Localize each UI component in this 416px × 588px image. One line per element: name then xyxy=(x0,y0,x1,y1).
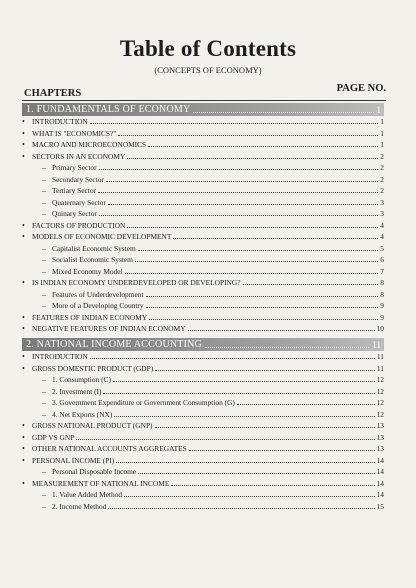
toc-entry[interactable] xyxy=(42,396,384,407)
dot-leader xyxy=(108,508,374,509)
bullet-icon: • xyxy=(22,140,25,149)
dash-icon: – xyxy=(42,255,46,264)
toc-entry-page-number: 3 xyxy=(380,197,384,207)
bullet-icon: • xyxy=(22,232,25,241)
toc-entry[interactable] xyxy=(22,362,384,373)
toc-entry-label: GDP VS GNP xyxy=(32,432,75,442)
toc-entry-page-number: 14 xyxy=(376,455,384,465)
toc-entry-page-number: 14 xyxy=(376,467,384,476)
dot-leader xyxy=(124,496,375,497)
toc-entry-page-number: 8 xyxy=(380,289,384,299)
toc-entry[interactable] xyxy=(42,465,384,476)
section-title: 2. NATIONAL INCOME ACCOUNTING xyxy=(26,339,202,350)
section-page-number: 11 xyxy=(372,339,381,350)
page-title: Table of Contents xyxy=(119,36,297,61)
dot-leader xyxy=(90,358,375,359)
dash-icon: – xyxy=(42,209,46,218)
toc-entry[interactable] xyxy=(22,276,384,287)
toc-entry[interactable] xyxy=(42,196,384,207)
toc-entry-page-number: 12 xyxy=(376,386,384,396)
section-title: 1. FUNDAMENTALS OF ECONOMY xyxy=(26,104,191,115)
toc-entry-page-number: 1 xyxy=(380,140,384,149)
toc-entry-label: Personal Disposable Income xyxy=(52,467,137,476)
toc-entry-label: More of a Developing Country xyxy=(52,301,144,310)
dot-leader xyxy=(146,296,379,297)
page-no-header: PAGE NO. xyxy=(336,83,386,94)
dot-leader xyxy=(116,462,374,463)
toc-entry[interactable] xyxy=(22,322,384,333)
toc-entry-page-number: 4 xyxy=(380,232,384,241)
bullet-icon: • xyxy=(22,220,25,230)
toc-entry[interactable] xyxy=(22,454,384,465)
toc-entry-page-number: 9 xyxy=(380,312,384,322)
bullet-icon: • xyxy=(22,278,25,287)
header-divider xyxy=(22,100,386,101)
chapters-header: CHAPTERS xyxy=(24,88,82,99)
dash-icon: – xyxy=(42,174,46,184)
toc-entry[interactable] xyxy=(22,419,384,430)
toc-entry-label: MODELS OF ECONOMIC DEVELOPMENT xyxy=(32,232,172,241)
toc-entry[interactable] xyxy=(22,431,384,442)
toc-entry-page-number: 2 xyxy=(380,186,384,195)
dot-leader xyxy=(171,485,374,486)
dash-icon: – xyxy=(42,375,46,384)
toc-entry[interactable] xyxy=(22,350,384,361)
dot-leader xyxy=(243,284,379,285)
toc-entry[interactable] xyxy=(42,408,384,419)
bullet-icon: • xyxy=(22,421,25,430)
dash-icon: – xyxy=(42,398,46,407)
toc-entry[interactable] xyxy=(22,127,384,138)
dot-leader xyxy=(138,250,379,251)
dot-leader xyxy=(188,330,375,331)
toc-entry[interactable] xyxy=(42,184,384,195)
dot-leader xyxy=(103,393,374,394)
toc-entry-page-number: 1 xyxy=(380,128,384,138)
toc-entry-page-number: 3 xyxy=(380,209,384,218)
bullet-icon: • xyxy=(22,324,25,333)
toc-entry-page-number: 14 xyxy=(376,478,384,488)
toc-entry[interactable] xyxy=(42,242,384,253)
dot-leader xyxy=(155,427,375,428)
toc-entry[interactable] xyxy=(42,500,384,511)
bullet-icon: • xyxy=(22,444,25,453)
toc-entry-page-number: 12 xyxy=(376,398,384,407)
page-subtitle: (CONCEPTS OF ECONOMY) xyxy=(154,65,262,75)
toc-entry-page-number: 11 xyxy=(376,352,384,361)
toc-entry-label: Features of Underdevelopment xyxy=(52,289,144,299)
toc-entry[interactable] xyxy=(42,288,384,299)
toc-entry-page-number: 12 xyxy=(376,409,384,419)
toc-entry-page-number: 12 xyxy=(376,375,384,384)
toc-entry-page-number: 8 xyxy=(380,278,384,287)
toc-entry-page-number: 2 xyxy=(380,174,384,184)
toc-entry-label: Secondary Sector xyxy=(52,174,104,184)
dot-leader xyxy=(118,135,378,136)
toc-entry-page-number: 15 xyxy=(376,501,384,511)
toc-entry[interactable] xyxy=(42,173,384,184)
section-page-number: 1 xyxy=(376,104,381,115)
dot-leader xyxy=(127,158,378,159)
dash-icon: – xyxy=(42,289,46,299)
toc-entry-label: 2. Investment (I) xyxy=(52,386,102,396)
toc-entry-label: IS INDIAN ECONOMY UNDERDEVELOPED OR DEVELOPING? xyxy=(32,278,241,287)
dash-icon: – xyxy=(42,490,46,499)
toc-entry-label: INTRODUCTION xyxy=(32,352,88,361)
toc-entry-label: NEGATIVE FEATURES OF INDIAN ECONOMY xyxy=(32,324,186,333)
toc-entry[interactable] xyxy=(42,488,384,499)
toc-entry-label: OTHER NATIONAL ACCOUNTS AGGREGATES xyxy=(32,444,187,453)
dash-icon: – xyxy=(42,266,46,276)
dot-leader xyxy=(108,204,378,205)
toc-entry-label: Primary Sector xyxy=(52,163,97,172)
toc-entry-page-number: 7 xyxy=(380,266,384,276)
dot-leader xyxy=(99,169,379,170)
dot-leader xyxy=(135,261,378,262)
dot-leader xyxy=(114,416,374,417)
dot-leader xyxy=(125,273,379,274)
dot-leader xyxy=(98,192,378,193)
dash-icon: – xyxy=(42,243,46,253)
toc-entry-label: PERSONAL INCOME (PI) xyxy=(32,455,115,465)
toc-entry-label: FACTORS OF PRODUCTION xyxy=(32,220,126,230)
toc-entry[interactable] xyxy=(22,230,384,241)
toc-entry-label: MEASUREMENT OF NATIONAL INCOME xyxy=(32,478,170,488)
bullet-icon: • xyxy=(22,117,25,126)
toc-entry-page-number: 2 xyxy=(380,151,384,161)
toc-entry-label: Quinary Sector xyxy=(52,209,97,218)
toc-entry-page-number: 9 xyxy=(380,301,384,310)
toc-entry-label: INTRODUCTION xyxy=(32,117,88,126)
toc-entry-page-number: 13 xyxy=(376,421,384,430)
toc-entry[interactable] xyxy=(42,299,384,310)
toc-entry-label: Mixed Economy Model xyxy=(52,266,123,276)
dash-icon: – xyxy=(42,197,46,207)
toc-entry[interactable] xyxy=(42,207,384,218)
toc-entry-label: GROSS NATIONAL PRODUCT (GNP) xyxy=(32,421,153,430)
toc-entry[interactable] xyxy=(42,253,384,264)
dot-leader xyxy=(113,381,375,382)
toc-entry-label: 1. Consumption (C) xyxy=(52,375,111,384)
toc-entry-page-number: 11 xyxy=(376,363,384,373)
dot-leader xyxy=(189,450,375,451)
dash-icon: – xyxy=(42,186,46,195)
toc-entry-page-number: 4 xyxy=(380,220,384,230)
toc-entry[interactable] xyxy=(42,385,384,396)
dash-icon: – xyxy=(42,467,46,476)
toc-entry-label: Tertiary Sector xyxy=(52,186,97,195)
toc-entry-page-number: 14 xyxy=(376,490,384,499)
toc-entry[interactable] xyxy=(42,265,384,276)
toc-entry-label: 3. Government Expenditure or Government Consumption (G) xyxy=(52,398,235,407)
toc-entry-page-number: 13 xyxy=(376,432,384,442)
toc-entry[interactable] xyxy=(42,373,384,384)
toc-entry-page-number: 1 xyxy=(380,117,384,126)
dash-icon: – xyxy=(42,501,46,511)
dot-leader xyxy=(127,227,378,228)
dash-icon: – xyxy=(42,163,46,172)
toc-entry[interactable] xyxy=(22,115,384,126)
dot-leader xyxy=(205,341,369,348)
toc-entry-label: 2. Income Method xyxy=(52,501,107,511)
bullet-icon: • xyxy=(22,478,25,488)
toc-entry-label: GROSS DOMESTIC PRODUCT (GDP) xyxy=(32,363,154,373)
toc-entry-label: 1. Value Added Method xyxy=(52,490,123,499)
toc-entry[interactable] xyxy=(22,150,384,161)
toc-entry-page-number: 2 xyxy=(380,163,384,172)
bullet-icon: • xyxy=(22,352,25,361)
dash-icon: – xyxy=(42,409,46,419)
toc-entry[interactable] xyxy=(22,442,384,453)
bullet-icon: • xyxy=(22,455,25,465)
toc-entry-label: Capitalist Economic System xyxy=(52,243,136,253)
dot-leader xyxy=(90,123,378,124)
dot-leader xyxy=(237,404,375,405)
dot-leader xyxy=(148,146,378,147)
toc-entry-page-number: 10 xyxy=(376,324,384,333)
toc-entry-page-number: 5 xyxy=(380,243,384,253)
toc-entry[interactable] xyxy=(22,138,384,149)
dash-icon: – xyxy=(42,386,46,396)
dot-leader xyxy=(99,215,378,216)
bullet-icon: • xyxy=(22,128,25,138)
dot-leader xyxy=(173,238,378,239)
toc-entry-label: 4. Net Exports (NX) xyxy=(52,409,113,419)
dot-leader xyxy=(155,370,375,371)
toc-entry-label: FEATURES OF INDIAN ECONOMY xyxy=(32,312,148,322)
bullet-icon: • xyxy=(22,151,25,161)
toc-entry-label: Quaternary Sector xyxy=(52,197,106,207)
bullet-icon: • xyxy=(22,363,25,373)
toc-entry-label: SECTORS IN AN ECONOMY xyxy=(32,151,126,161)
dot-leader xyxy=(138,473,374,474)
toc-entry-label: Socialist Economic System xyxy=(52,255,133,264)
toc-entry[interactable] xyxy=(22,219,384,230)
toc-entry-label: WHAT IS "ECONOMICS?" xyxy=(32,128,117,138)
toc-entry[interactable] xyxy=(22,477,384,488)
toc-entry[interactable] xyxy=(42,161,384,172)
bullet-icon: • xyxy=(22,312,25,322)
toc-entry-label: MACRO AND MICROECONOMICS xyxy=(32,140,147,149)
dot-leader xyxy=(76,439,374,440)
bullet-icon: • xyxy=(22,432,25,442)
toc-entry[interactable] xyxy=(22,311,384,322)
dot-leader xyxy=(149,319,378,320)
dot-leader xyxy=(193,106,373,113)
dot-leader xyxy=(106,181,378,182)
dot-leader xyxy=(146,307,379,308)
toc-entry-page-number: 6 xyxy=(380,255,384,264)
dash-icon: – xyxy=(42,301,46,310)
toc-entry-page-number: 13 xyxy=(376,444,384,453)
